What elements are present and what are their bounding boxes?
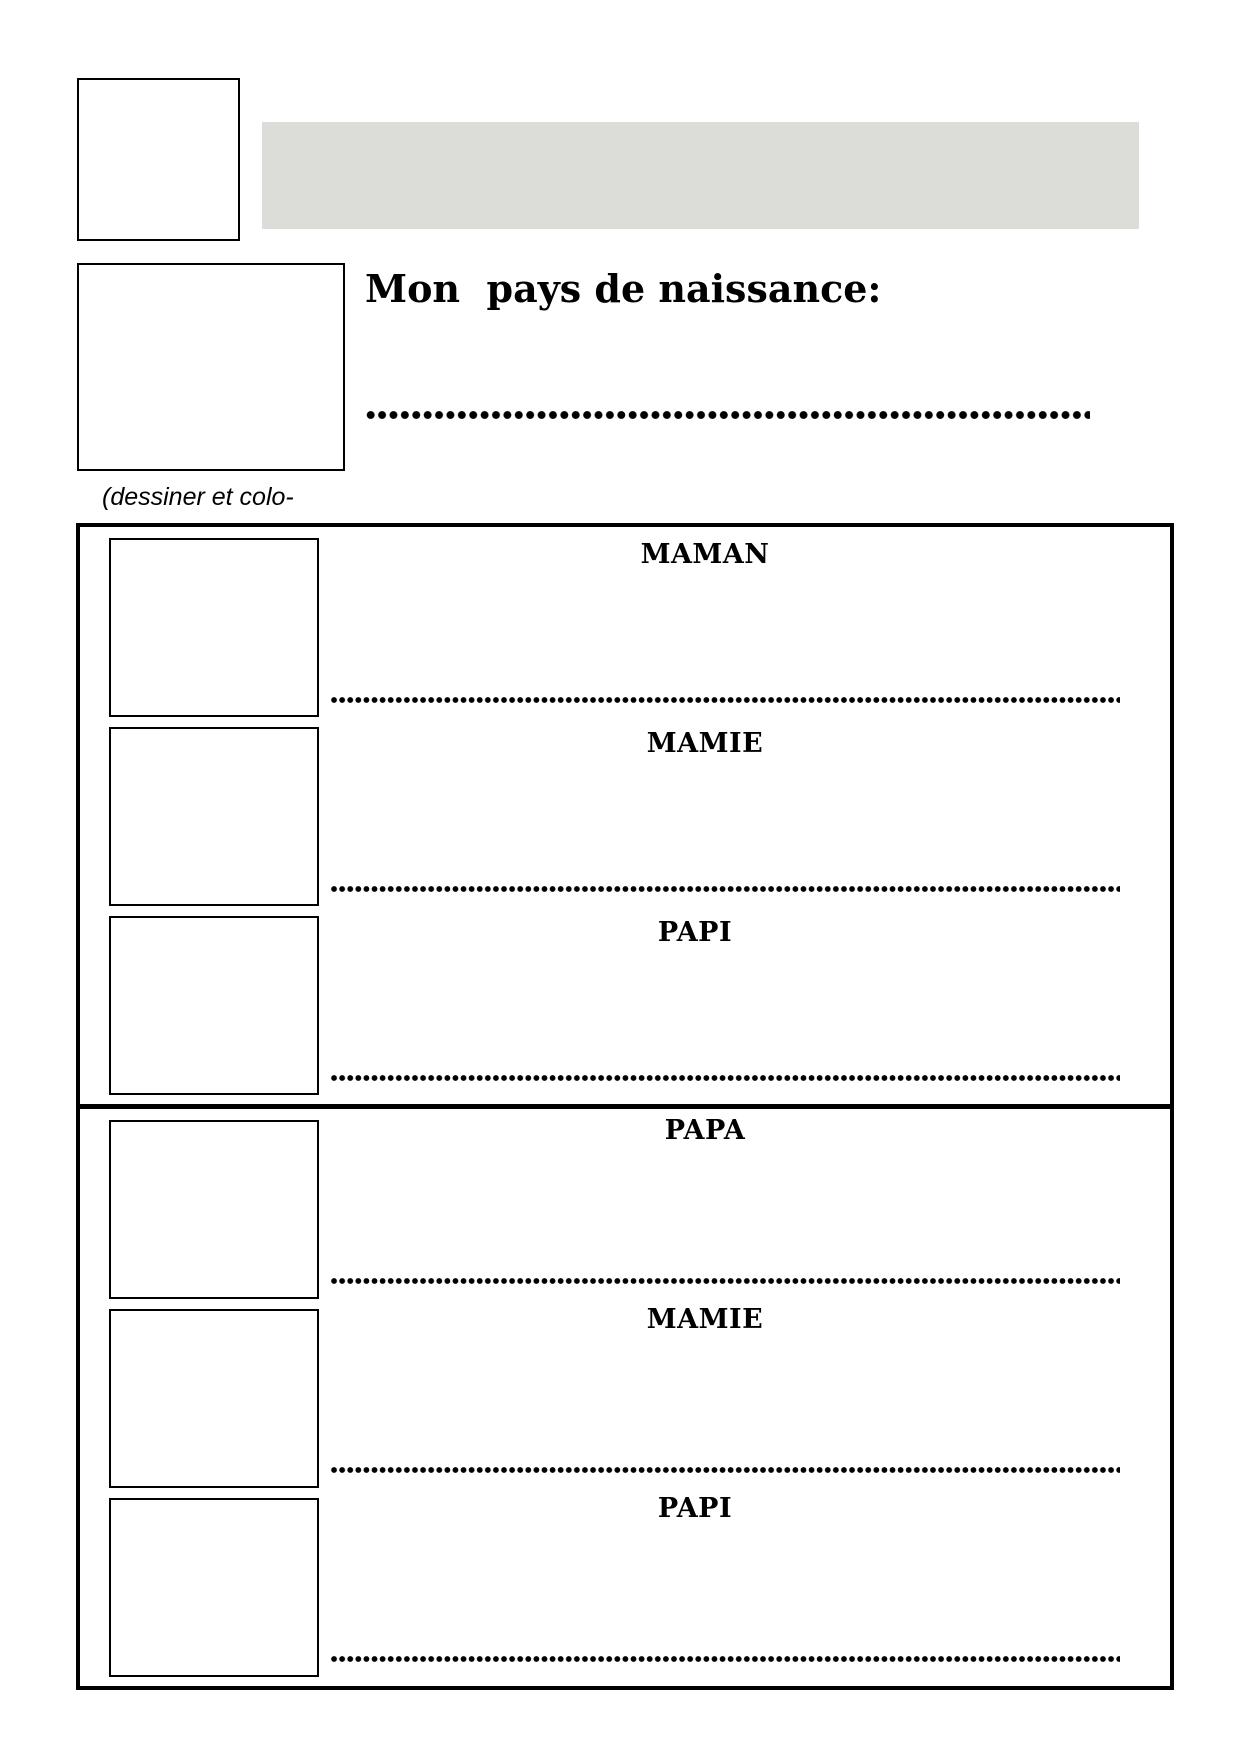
name-answer-line: [330, 1070, 1120, 1086]
drawing-caption: (dessiner et colo-: [102, 483, 294, 511]
flag-drawing-box: [77, 263, 345, 471]
family-member-row: [80, 1109, 1170, 1298]
member-label: PAPI: [657, 1493, 733, 1524]
family-member-row: [80, 527, 1170, 716]
family-member-row: [80, 905, 1170, 1094]
member-label: MAMIE: [646, 1304, 764, 1335]
family-member-row: [80, 1487, 1170, 1676]
name-banner: [262, 122, 1139, 229]
name-answer-line: [330, 1651, 1120, 1667]
member-label: PAPI: [657, 917, 733, 948]
father-side-frame: [76, 1105, 1174, 1690]
portrait-box: [109, 538, 319, 717]
member-label: MAMAN: [640, 539, 770, 570]
family-member-row: [80, 1298, 1170, 1487]
member-label: MAMIE: [646, 728, 764, 759]
member-label: PAPA: [664, 1115, 746, 1146]
mother-side-frame: [76, 523, 1174, 1108]
portrait-box: [109, 1120, 319, 1299]
name-answer-line: [330, 692, 1120, 708]
photo-box: [77, 78, 240, 241]
name-answer-line: [330, 1462, 1120, 1478]
portrait-box: [109, 727, 319, 906]
portrait-box: [109, 1309, 319, 1488]
portrait-box: [109, 1498, 319, 1677]
family-member-row: [80, 716, 1170, 905]
country-answer-line: [365, 406, 1090, 424]
portrait-box: [109, 916, 319, 1095]
name-answer-line: [330, 881, 1120, 897]
name-answer-line: [330, 1273, 1120, 1289]
country-title: Mon pays de naissance:: [365, 266, 882, 311]
